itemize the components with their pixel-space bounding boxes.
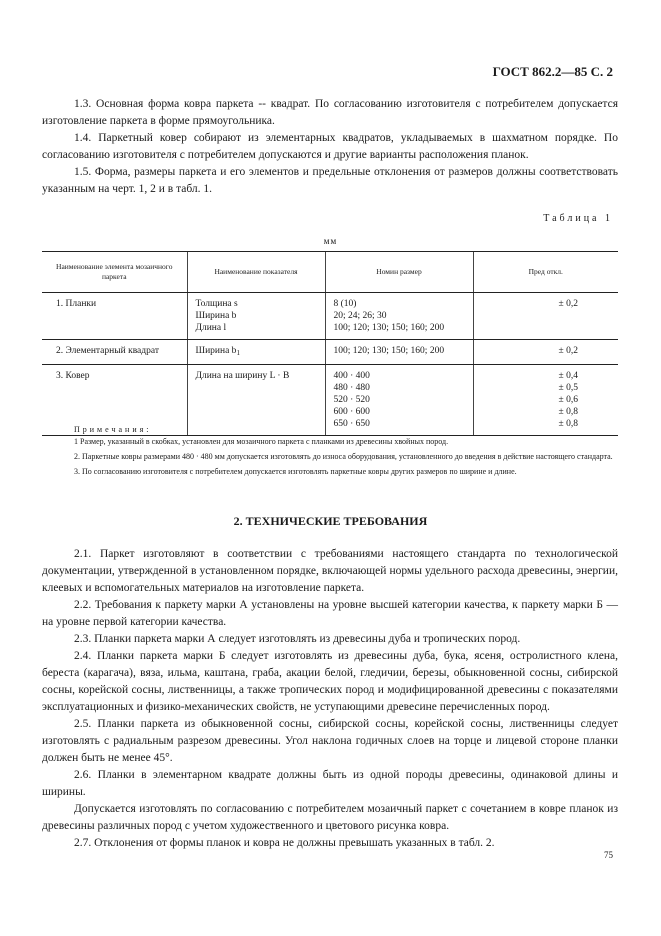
size-value: 650 · 650 [333, 419, 370, 429]
note-item: 1 Размер, указанный в скобках, установлен для мозаичного паркета с планками из древесины хвойных пород. [74, 437, 449, 446]
deviation-value: ± 0,4 [558, 371, 578, 381]
paragraph-2-7: 2.7. Отклонения от формы планок и ковра не должны превышать указанных в табл. 2. [74, 837, 495, 849]
row-element: 1. Планки [42, 293, 187, 340]
column-header-element: Наименование элемента мозаичного паркета [42, 252, 187, 293]
size-value: 8 (10) [333, 299, 357, 309]
deviation-value: ± 0,6 [558, 395, 578, 405]
deviation-value: ± 0,2 [558, 346, 578, 356]
size-value: 400 · 400 [333, 371, 370, 381]
indicator-length: Длина l [195, 323, 227, 333]
deviation-value: ± 0,8 [558, 407, 578, 417]
paragraph-2-5: 2.5. Планки паркета из обыкновенной сосны, сибирской сосны, корейской сосны, лиственницы следует изготовлять с радиальным разрезом древесины. Угол наклона годичных слоев на торце и лицевой стороне планки должен быть не менее 45°. [42, 718, 618, 764]
paragraph-1-4: 1.4. Паркетный ковер собирают из элементарных квадратов, укладываемых в шахматном порядке. По согласованию изготовителя с потребителем допускаются и другие варианты расположения планок. [42, 132, 618, 161]
intro-paragraphs [42, 96, 618, 198]
row-deviation [473, 340, 618, 365]
row-sizes [325, 340, 473, 365]
size-value: 100; 120; 130; 150; 160; 200 [333, 323, 445, 333]
column-header-nominal-size: Номин размер [325, 252, 473, 293]
row-deviation [473, 293, 618, 340]
row-element: 3. Ковер [42, 365, 187, 436]
size-value: 480 · 480 [333, 383, 370, 393]
document-header: ГОСТ 862.2—85 С. 2 [492, 64, 613, 79]
note-item: 2. Паркетные ковры размерами 480 · 480 мм допускается изготовлять до износа оборудования, установленного до введения в действие настоящего стандарта. [74, 452, 613, 461]
table-notes [42, 424, 618, 481]
dimensions-table [42, 251, 618, 436]
row-sizes [325, 293, 473, 340]
column-header-deviation: Пред откл. [473, 252, 618, 293]
page-number: 75 [604, 850, 613, 860]
deviation-value: ± 0,2 [558, 299, 578, 309]
paragraph-1-3: 1.3. Основная форма ковра паркета -- квадрат. По согласованию изготовителя с потребителем допускается изготовление паркета в форме прямоугольника. [42, 98, 618, 127]
table-header-row [42, 252, 618, 293]
indicator-width: Ширина b [195, 311, 237, 321]
indicator-subscript: 1 [236, 349, 240, 357]
table-row [42, 293, 618, 340]
paragraph-2-6-note: Допускается изготовлять по согласованию с потребителем мозаичный паркет с сочетанием в ковре планок из древесины различных пород с учетом художественного и цветового рисунка ковра. [42, 803, 618, 832]
notes-heading: Примечания: [74, 425, 152, 434]
paragraph-2-2: 2.2. Требования к паркету марки А установлены на уровне высшей категории качества, к паркету марки Б — на уровне первой категории качества. [42, 599, 618, 628]
size-value: 20; 24; 26; 30 [333, 311, 387, 321]
section-title: 2. ТЕХНИЧЕСКИЕ ТРЕБОВАНИЯ [233, 514, 428, 528]
table-units: мм [323, 236, 338, 246]
table-row [42, 340, 618, 365]
paragraph-2-3: 2.3. Планки паркета марки А следует изготовлять из древесины дуба и тропических пород. [74, 633, 521, 645]
paragraph-2-6: 2.6. Планки в элементарном квадрате должны быть из одной породы древесины, одинаковой длины и ширины. [42, 769, 618, 798]
row-element: 2. Элементарный квадрат [42, 340, 187, 365]
paragraph-2-1: 2.1. Паркет изготовляют в соответствии с требованиями настоящего стандарта по технологической документации, утвержденной в установленном порядке, включающей нормы удельного расхода древесины, энергии, клеевых и вспомогательных материалов на изготовление паркета. [42, 548, 618, 594]
note-item: 3. По согласованию изготовителя с потребителем допускается изготовлять паркетные ковры других размеров по ширине и длине. [74, 467, 517, 476]
paragraph-2-4: 2.4. Планки паркета марки Б следует изготовлять из древесины дуба, бука, ясеня, остролистного клена, береста (карагача), вяза, ильма, каштана, граба, акации белой, гледичии, березы, обыкновенной сосны, сибирской сосны, корейской сосны, лиственницы, а также тропических пород и модифицированной древесины с показателями эксплуатационных и физико-механических свойств, не уступающими древесине перечисленных пород. [42, 650, 618, 713]
indicator-length-width: Длина на ширину L · B [195, 371, 290, 381]
size-value: 100; 120; 130; 150; 160; 200 [333, 346, 445, 356]
table-label: Таблица 1 [543, 213, 613, 224]
column-header-indicator: Наименование показателя [187, 252, 325, 293]
indicator-thickness: Толщина s [195, 299, 238, 309]
deviation-value: ± 0,5 [558, 383, 578, 393]
paragraph-1-5: 1.5. Форма, размеры паркета и его элементов и предельные отклонения от размеров должны соответствовать указанным на черт. 1, 2 и в табл. 1. [42, 166, 618, 195]
size-value: 600 · 600 [333, 407, 370, 417]
row-indicators [187, 293, 325, 340]
section-paragraphs [42, 546, 618, 852]
row-indicators [187, 340, 325, 365]
deviation-value: ± 0,8 [558, 419, 578, 429]
size-value: 520 · 520 [333, 395, 370, 405]
indicator-width: Ширина b [195, 346, 237, 356]
